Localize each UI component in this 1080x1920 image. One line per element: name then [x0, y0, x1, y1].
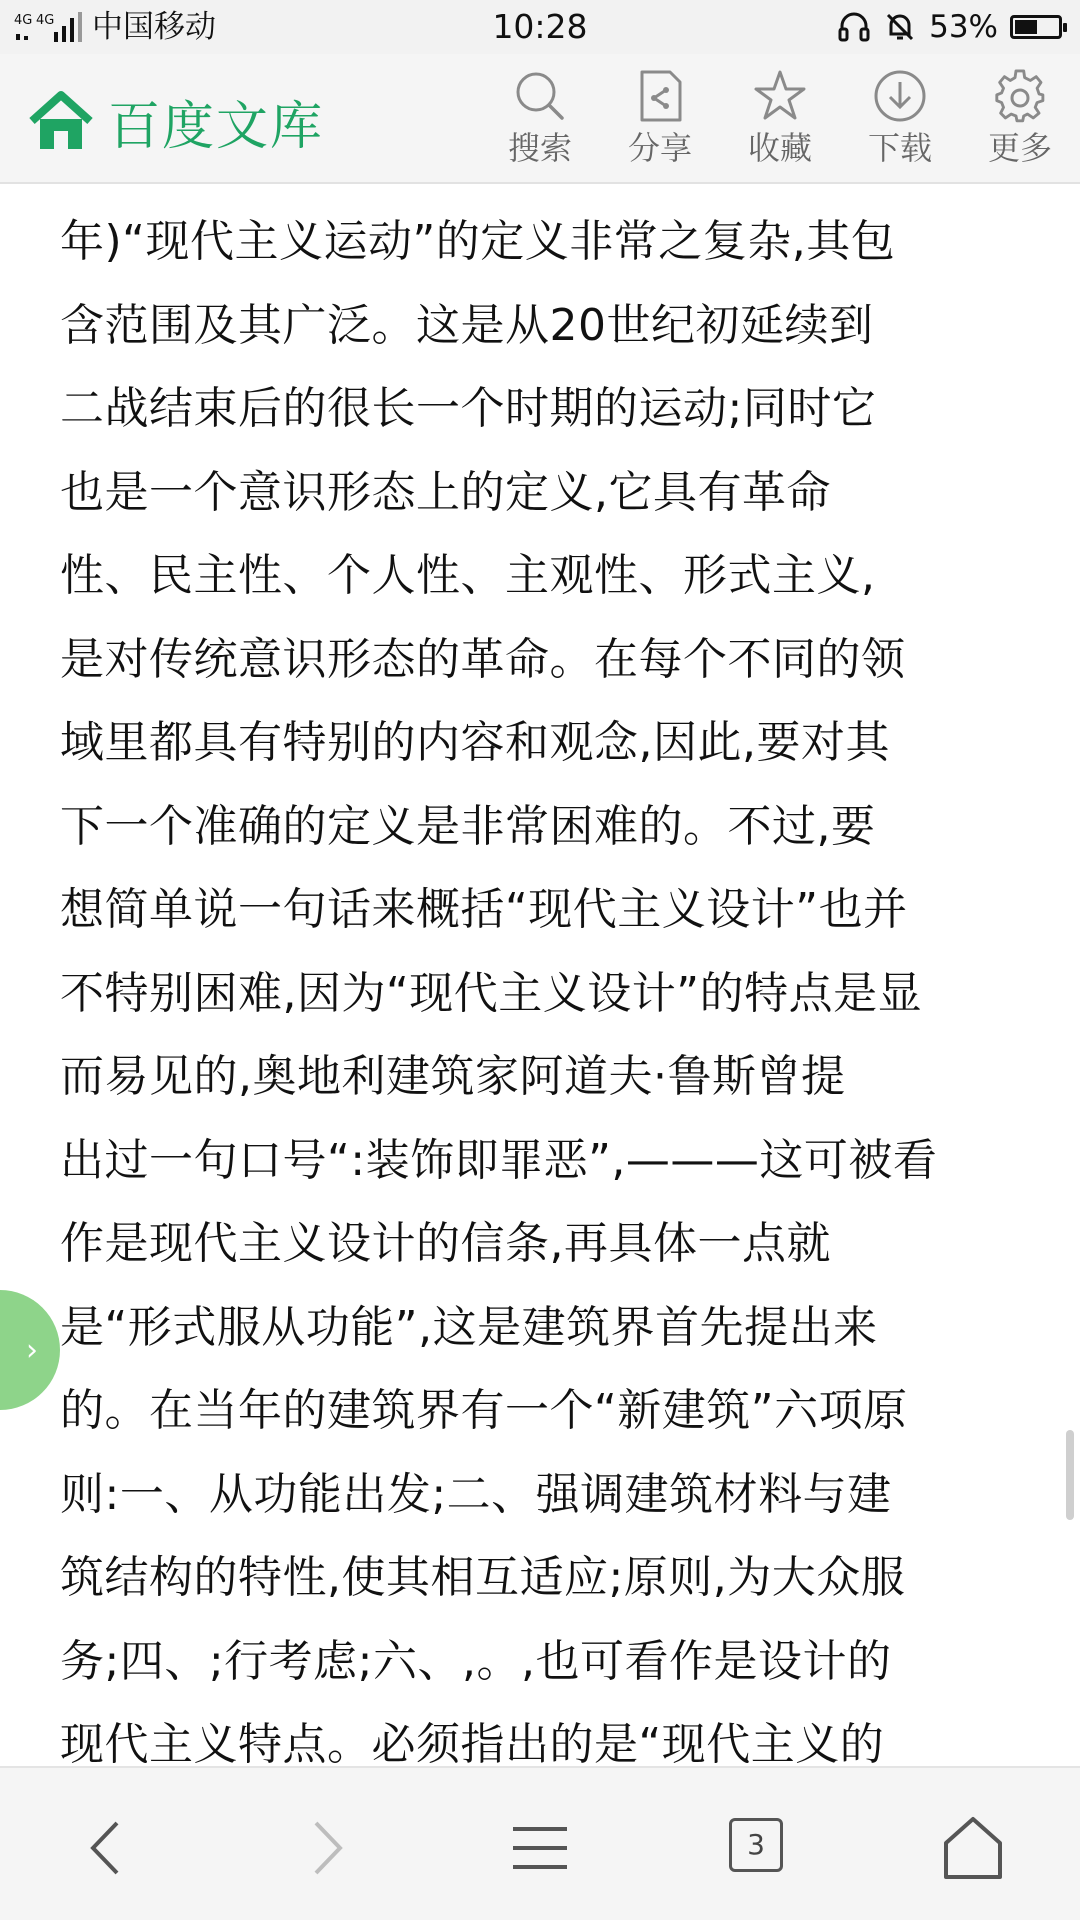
- bell-muted-icon: [883, 10, 917, 44]
- gear-icon: [992, 68, 1048, 124]
- download-icon: [872, 68, 928, 124]
- share-icon: [632, 68, 688, 124]
- text-line: 而易见的,奥地利建筑家阿道夫·鲁斯曾提: [60, 1051, 846, 1102]
- menu-icon[interactable]: [495, 1803, 585, 1893]
- text-line: 现代主义特点。必须指出的是“现代主义的: [60, 1719, 885, 1766]
- headphones-icon: [837, 10, 871, 44]
- toolbar: [480, 64, 1080, 179]
- clock: 10:28: [492, 7, 588, 46]
- app-header: [0, 54, 1080, 184]
- home-logo-icon: [28, 91, 94, 153]
- text-line: 务;四、;行考虑;六、,。,也可看作是设计的: [60, 1635, 892, 1687]
- text-line: 也是一个意识形态上的定义,它具有革命: [60, 466, 831, 518]
- text-line: 不特别困难,因为“现代主义设计”的特点是显: [60, 967, 923, 1019]
- share-label: 分享: [627, 129, 692, 167]
- download-label: 下载: [867, 129, 932, 167]
- svg-text:4G: 4G: [36, 13, 55, 28]
- text-line: 作是现代主义设计的信条,再具体一点就: [60, 1218, 831, 1269]
- chevron-right-icon: ›: [26, 1333, 38, 1368]
- search-icon: [512, 68, 568, 124]
- text-line: 则:一、从功能出发;二、强调建筑材料与建: [60, 1468, 892, 1520]
- text-line: 出过一句口号“:装饰即罪恶”,———这可被看: [60, 1134, 938, 1186]
- scrollbar[interactable]: [1066, 1430, 1074, 1520]
- home-icon[interactable]: [928, 1803, 1018, 1893]
- search-label: 搜索: [507, 129, 572, 167]
- document-content[interactable]: [0, 184, 1080, 1766]
- back-icon[interactable]: [63, 1803, 153, 1893]
- share-button[interactable]: [600, 64, 720, 179]
- star-icon: [752, 68, 808, 124]
- app-title: 百度文库: [108, 97, 325, 157]
- status-icons: [837, 8, 1062, 46]
- favorite-button[interactable]: [720, 64, 840, 179]
- text-line: 是对传统意识形态的革命。在每个不同的领: [60, 633, 906, 685]
- more-label: 更多: [987, 129, 1052, 167]
- text-line: 想简单说一句话来概括“现代主义设计”也并: [60, 884, 908, 935]
- text-line: 筑结构的特性,使其相互适应;原则,为大众服: [60, 1552, 906, 1603]
- forward-icon[interactable]: [280, 1803, 370, 1893]
- text-line: 是“形式服从功能”,这是建筑界首先提出来: [60, 1301, 878, 1353]
- browser-nav-bar: [0, 1766, 1080, 1920]
- text-line: 下一个准确的定义是非常困难的。不过,要: [60, 800, 876, 852]
- tabs-button[interactable]: 3: [729, 1818, 783, 1872]
- text-line: 含范围及其广泛。这是从20世纪初延续到: [60, 299, 874, 351]
- more-button[interactable]: [960, 64, 1080, 179]
- text-line: 域里都具有特别的内容和观念,因此,要对其: [60, 717, 890, 768]
- text-line: 二战结束后的很长一个时期的运动;同时它: [60, 383, 877, 434]
- baidu-wenku-logo[interactable]: [28, 84, 324, 159]
- text-line: 的。在当年的建筑界有一个“新建筑”六项原: [60, 1385, 908, 1436]
- download-button[interactable]: [840, 64, 960, 179]
- carrier-name: 中国移动: [92, 9, 216, 45]
- status-bar: [0, 0, 1080, 54]
- favorite-label: 收藏: [747, 129, 812, 167]
- svg-text:4G: 4G: [14, 13, 33, 28]
- battery-percent: 53%: [929, 9, 998, 45]
- text-line: 性、民主性、个人性、主观性、形式主义,: [60, 550, 876, 601]
- search-button[interactable]: [480, 64, 600, 179]
- text-line: 年)“现代主义运动”的定义非常之复杂,其包: [60, 216, 896, 267]
- battery-icon: [1010, 15, 1062, 39]
